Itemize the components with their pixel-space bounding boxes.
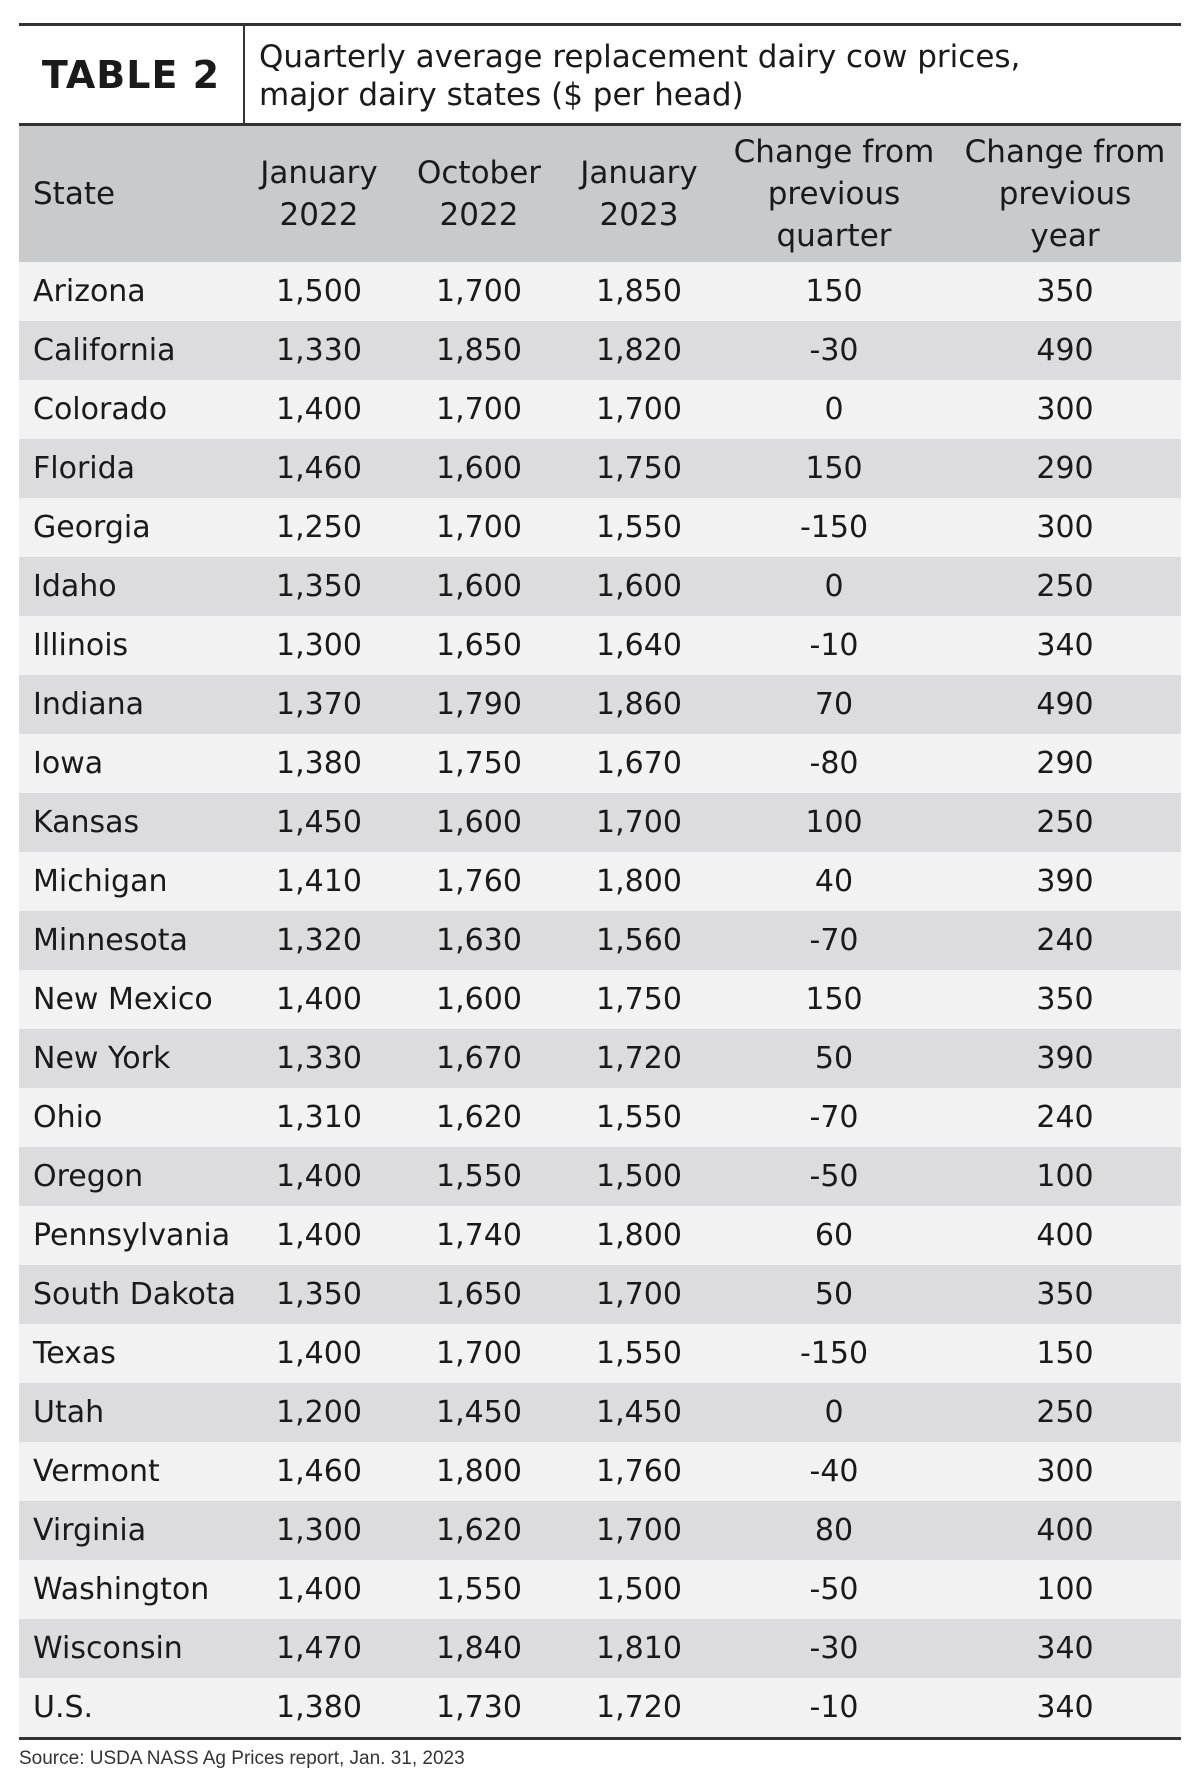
change-year-cell: 240: [1036, 1100, 1094, 1135]
table-header: [19, 126, 1181, 262]
change-year-cell: 150: [1036, 1336, 1094, 1371]
jan-2023-cell: 1,750: [596, 451, 682, 486]
jan-2023-cell: 1,500: [596, 1159, 682, 1194]
change-quarter-cell: -10: [809, 628, 859, 663]
jan-2023-cell: 1,670: [596, 746, 682, 781]
header-line: State: [33, 176, 116, 212]
jan-2022-cell: 1,330: [276, 333, 362, 368]
oct-2022-cell: 1,650: [436, 1277, 522, 1312]
change-year-cell: 400: [1036, 1218, 1094, 1253]
oct-2022-cell: 1,700: [436, 274, 522, 309]
change-quarter-cell: -50: [809, 1572, 859, 1607]
change-year-cell: 240: [1036, 923, 1094, 958]
oct-2022-cell: 1,550: [436, 1572, 522, 1607]
state-cell: Idaho: [33, 569, 117, 604]
change-year-cell: 300: [1036, 1454, 1094, 1489]
table-row: [19, 1324, 1181, 1383]
title-bar: [19, 23, 1181, 126]
state-cell: Arizona: [33, 274, 146, 309]
change-quarter-cell: -70: [809, 923, 859, 958]
header-line: January: [580, 155, 698, 191]
jan-2023-cell: 1,700: [596, 1513, 682, 1548]
jan-2023-cell: 1,700: [596, 392, 682, 427]
state-cell: Kansas: [33, 805, 140, 840]
jan-2022-cell: 1,400: [276, 1218, 362, 1253]
jan-2023-cell: 1,720: [596, 1690, 682, 1725]
change-quarter-cell: 100: [805, 805, 863, 840]
jan-2023-cell: 1,760: [596, 1454, 682, 1489]
change-year-cell: 490: [1036, 333, 1094, 368]
change-year-cell: 300: [1036, 392, 1094, 427]
change-quarter-cell: -150: [799, 510, 869, 545]
jan-2023-cell: 1,720: [596, 1041, 682, 1076]
oct-2022-cell: 1,600: [436, 451, 522, 486]
jan-2022-cell: 1,310: [276, 1100, 362, 1135]
table-number-label: TABLE 2: [19, 26, 245, 123]
change-quarter-cell: 50: [814, 1041, 854, 1076]
change-year-cell: 250: [1036, 569, 1094, 604]
state-header: [19, 126, 239, 262]
source-note: Source: USDA NASS Ag Prices report, Jan. 31, 2023: [19, 1748, 465, 1769]
state-cell: Vermont: [33, 1454, 160, 1489]
jan-2023-cell: 1,700: [596, 1277, 682, 1312]
change-year-cell: 250: [1036, 805, 1094, 840]
table-body: [19, 262, 1181, 1737]
change-year-cell: 100: [1036, 1572, 1094, 1607]
table-row: [19, 439, 1181, 498]
oct-2022-cell: 1,600: [436, 569, 522, 604]
jan-2022-cell: 1,400: [276, 1572, 362, 1607]
oct-2022-header: [399, 126, 559, 262]
table-row: [19, 262, 1181, 321]
state-cell: Florida: [33, 451, 136, 486]
table-row: [19, 1501, 1181, 1560]
table-row: [19, 1088, 1181, 1147]
state-cell: Pennsylvania: [33, 1218, 231, 1253]
change-year-cell: 340: [1036, 1690, 1094, 1725]
state-cell: Ohio: [33, 1100, 103, 1135]
state-cell: South Dakota: [33, 1277, 237, 1312]
jan-2022-cell: 1,400: [276, 392, 362, 427]
state-cell: Indiana: [33, 687, 145, 722]
change-quarter-header: [719, 126, 949, 262]
jan-2023-cell: 1,640: [596, 628, 682, 663]
jan-2023-cell: 1,550: [596, 510, 682, 545]
header-line: year: [1030, 218, 1100, 254]
jan-2023-cell: 1,810: [596, 1631, 682, 1666]
jan-2022-cell: 1,380: [276, 746, 362, 781]
change-year-cell: 350: [1036, 1277, 1094, 1312]
change-year-cell: 350: [1036, 274, 1094, 309]
change-year-cell: 300: [1036, 510, 1094, 545]
table-caption-line-1: Quarterly average replacement dairy cow prices,: [259, 39, 1021, 75]
jan-2022-cell: 1,410: [276, 864, 362, 899]
header-row: [19, 126, 1181, 262]
oct-2022-cell: 1,730: [436, 1690, 522, 1725]
header-line: October: [416, 155, 542, 191]
jan-2022-cell: 1,450: [276, 805, 362, 840]
change-quarter-cell: 0: [824, 569, 844, 604]
change-quarter-cell: 150: [805, 274, 863, 309]
state-cell: Iowa: [33, 746, 104, 781]
change-year-cell: 250: [1036, 1395, 1094, 1430]
state-cell: Washington: [33, 1572, 210, 1607]
jan-2022-header: [239, 126, 399, 262]
jan-2023-cell: 1,800: [596, 864, 682, 899]
change-quarter-cell: -40: [809, 1454, 859, 1489]
change-quarter-cell: -80: [809, 746, 859, 781]
change-year-cell: 400: [1036, 1513, 1094, 1548]
table-row: [19, 675, 1181, 734]
table-row: [19, 616, 1181, 675]
table-row: [19, 793, 1181, 852]
jan-2023-cell: 1,860: [596, 687, 682, 722]
change-quarter-cell: -30: [809, 333, 859, 368]
jan-2023-cell: 1,750: [596, 982, 682, 1017]
jan-2023-cell: 1,500: [596, 1572, 682, 1607]
jan-2022-cell: 1,330: [276, 1041, 362, 1076]
table-row: [19, 734, 1181, 793]
header-line: Change from: [964, 134, 1166, 170]
table-figure: [19, 23, 1181, 1770]
jan-2022-cell: 1,370: [276, 687, 362, 722]
change-quarter-cell: 0: [824, 392, 844, 427]
change-year-cell: 100: [1036, 1159, 1094, 1194]
oct-2022-cell: 1,600: [436, 805, 522, 840]
table-row: [19, 852, 1181, 911]
table-row: [19, 1147, 1181, 1206]
change-quarter-cell: -150: [799, 1336, 869, 1371]
bottom-rule: [19, 1737, 1181, 1740]
table-row: [19, 1206, 1181, 1265]
jan-2023-cell: 1,450: [596, 1395, 682, 1430]
header-line: 2022: [279, 197, 359, 233]
table-row: [19, 498, 1181, 557]
table-row: [19, 1029, 1181, 1088]
header-line: 2023: [599, 197, 679, 233]
change-year-cell: 390: [1036, 864, 1094, 899]
state-cell: New Mexico: [33, 982, 213, 1017]
state-cell: Utah: [33, 1395, 105, 1430]
state-cell: Minnesota: [33, 923, 188, 958]
change-quarter-cell: -30: [809, 1631, 859, 1666]
jan-2023-cell: 1,820: [596, 333, 682, 368]
table-row: [19, 1619, 1181, 1678]
jan-2022-cell: 1,470: [276, 1631, 362, 1666]
oct-2022-cell: 1,740: [436, 1218, 522, 1253]
table-row: [19, 911, 1181, 970]
jan-2023-cell: 1,600: [596, 569, 682, 604]
change-quarter-cell: 0: [824, 1395, 844, 1430]
oct-2022-cell: 1,600: [436, 982, 522, 1017]
change-quarter-cell: -50: [809, 1159, 859, 1194]
oct-2022-cell: 1,800: [436, 1454, 522, 1489]
change-quarter-cell: 80: [814, 1513, 854, 1548]
jan-2022-cell: 1,300: [276, 1513, 362, 1548]
jan-2023-cell: 1,700: [596, 805, 682, 840]
state-cell: California: [33, 333, 176, 368]
state-cell: Wisconsin: [33, 1631, 183, 1666]
header-line: 2022: [439, 197, 519, 233]
table-row: [19, 557, 1181, 616]
change-year-cell: 290: [1036, 746, 1094, 781]
change-year-header: [949, 126, 1181, 262]
table-row: [19, 970, 1181, 1029]
table-row: [19, 1678, 1181, 1737]
oct-2022-cell: 1,750: [436, 746, 522, 781]
jan-2022-cell: 1,460: [276, 451, 362, 486]
state-cell: Virginia: [33, 1513, 147, 1548]
state-cell: Georgia: [33, 510, 151, 545]
jan-2022-cell: 1,350: [276, 569, 362, 604]
change-year-cell: 390: [1036, 1041, 1094, 1076]
change-year-cell: 350: [1036, 982, 1094, 1017]
table-row: [19, 1265, 1181, 1324]
state-cell: Colorado: [33, 392, 168, 427]
oct-2022-cell: 1,790: [436, 687, 522, 722]
jan-2022-cell: 1,350: [276, 1277, 362, 1312]
state-cell: Texas: [33, 1336, 116, 1371]
header-line: Change from: [733, 134, 935, 170]
change-quarter-cell: -10: [809, 1690, 859, 1725]
jan-2022-cell: 1,460: [276, 1454, 362, 1489]
table-row: [19, 1383, 1181, 1442]
change-quarter-cell: 150: [805, 982, 863, 1017]
table-row: [19, 321, 1181, 380]
oct-2022-cell: 1,650: [436, 628, 522, 663]
change-quarter-cell: 40: [814, 864, 854, 899]
jan-2023-cell: 1,850: [596, 274, 682, 309]
jan-2022-cell: 1,400: [276, 1159, 362, 1194]
header-line: previous: [767, 176, 901, 212]
state-cell: Oregon: [33, 1159, 144, 1194]
oct-2022-cell: 1,670: [436, 1041, 522, 1076]
jan-2022-cell: 1,200: [276, 1395, 362, 1430]
oct-2022-cell: 1,550: [436, 1159, 522, 1194]
change-year-cell: 340: [1036, 1631, 1094, 1666]
table-caption: [245, 26, 1181, 123]
jan-2022-cell: 1,250: [276, 510, 362, 545]
jan-2022-cell: 1,400: [276, 982, 362, 1017]
jan-2023-cell: 1,550: [596, 1100, 682, 1135]
jan-2022-cell: 1,300: [276, 628, 362, 663]
header-line: quarter: [776, 218, 892, 254]
header-line: previous: [998, 176, 1132, 212]
jan-2023-cell: 1,560: [596, 923, 682, 958]
oct-2022-cell: 1,450: [436, 1395, 522, 1430]
state-cell: Illinois: [33, 628, 129, 663]
oct-2022-cell: 1,760: [436, 864, 522, 899]
oct-2022-cell: 1,700: [436, 392, 522, 427]
jan-2023-cell: 1,800: [596, 1218, 682, 1253]
table-row: [19, 1442, 1181, 1501]
table-row: [19, 1560, 1181, 1619]
oct-2022-cell: 1,700: [436, 1336, 522, 1371]
change-quarter-cell: -70: [809, 1100, 859, 1135]
change-quarter-cell: 60: [814, 1218, 854, 1253]
jan-2022-cell: 1,400: [276, 1336, 362, 1371]
change-quarter-cell: 70: [814, 687, 854, 722]
jan-2023-header: [559, 126, 719, 262]
oct-2022-cell: 1,700: [436, 510, 522, 545]
state-cell: New York: [33, 1041, 171, 1076]
change-quarter-cell: 150: [805, 451, 863, 486]
jan-2022-cell: 1,320: [276, 923, 362, 958]
oct-2022-cell: 1,840: [436, 1631, 522, 1666]
header-line: January: [260, 155, 378, 191]
table-caption-line-2: major dairy states ($ per head): [259, 77, 744, 113]
state-cell: Michigan: [33, 864, 168, 899]
table-row: [19, 380, 1181, 439]
state-cell: U.S.: [33, 1690, 94, 1725]
oct-2022-cell: 1,620: [436, 1513, 522, 1548]
change-year-cell: 340: [1036, 628, 1094, 663]
jan-2023-cell: 1,550: [596, 1336, 682, 1371]
price-table: [19, 126, 1181, 1737]
oct-2022-cell: 1,630: [436, 923, 522, 958]
oct-2022-cell: 1,850: [436, 333, 522, 368]
change-quarter-cell: 50: [814, 1277, 854, 1312]
oct-2022-cell: 1,620: [436, 1100, 522, 1135]
change-year-cell: 490: [1036, 687, 1094, 722]
jan-2022-cell: 1,500: [276, 274, 362, 309]
jan-2022-cell: 1,380: [276, 1690, 362, 1725]
change-year-cell: 290: [1036, 451, 1094, 486]
